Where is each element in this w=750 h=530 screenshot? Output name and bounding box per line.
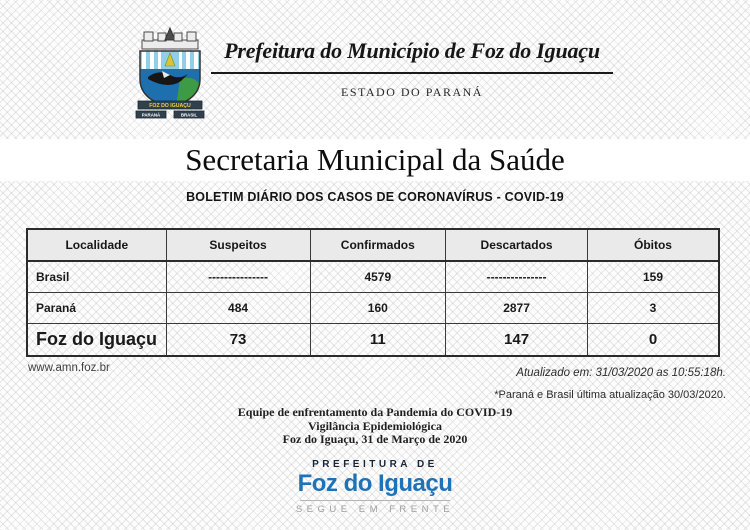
cell-localidade: Brasil bbox=[27, 261, 166, 292]
updated-timestamp: Atualizado em: 31/03/2020 as 10:55:18h. bbox=[516, 367, 726, 379]
table-row-brasil bbox=[27, 261, 719, 292]
col-header-confirmados: Confirmados bbox=[310, 229, 446, 261]
logo-tagline: SEGUE EM FRENTE bbox=[295, 504, 455, 516]
cell-descartados: 147 bbox=[446, 323, 588, 356]
cell-obitos: 3 bbox=[587, 292, 719, 323]
update-note: *Paraná e Brasil última atualização 30/03/2020. bbox=[494, 389, 726, 401]
secretariat-band bbox=[0, 139, 750, 181]
header-divider bbox=[211, 72, 613, 74]
team-signature bbox=[0, 406, 750, 447]
state-subtitle: ESTADO DO PARANÁ bbox=[341, 85, 483, 99]
city-hall-logo bbox=[0, 459, 750, 515]
cell-confirmados: 4579 bbox=[310, 261, 446, 292]
table-header-row bbox=[27, 229, 719, 261]
cell-obitos: 159 bbox=[587, 261, 719, 292]
cell-descartados: --------------- bbox=[446, 261, 588, 292]
cell-localidade: Paraná bbox=[27, 292, 166, 323]
col-header-localidade: Localidade bbox=[27, 229, 166, 261]
crest-banners bbox=[136, 101, 204, 118]
crest-banner-brasil: BRASIL bbox=[180, 112, 198, 118]
mural-crown-icon bbox=[142, 28, 198, 49]
bulletin-title: BOLETIM DIÁRIO DOS CASOS DE CORONAVÍRUS - COVID-19 bbox=[186, 190, 564, 204]
logo-prefeitura-de: PREFEITURA DE bbox=[312, 459, 438, 470]
crest-banner-main: FOZ DO IGUAÇU bbox=[149, 103, 191, 109]
cell-suspeitos: --------------- bbox=[166, 261, 310, 292]
cell-obitos: 0 bbox=[587, 323, 719, 356]
header bbox=[211, 38, 613, 100]
logo-foz-do-iguacu: Foz do Iguaçu bbox=[297, 470, 453, 497]
municipality-title: Prefeitura do Município de Foz do Iguaçu bbox=[224, 38, 600, 63]
table-row-parana bbox=[27, 292, 719, 323]
cell-confirmados: 160 bbox=[310, 292, 446, 323]
col-header-obitos: Óbitos bbox=[587, 229, 719, 261]
col-header-descartados: Descartados bbox=[446, 229, 588, 261]
cell-confirmados: 11 bbox=[310, 323, 446, 356]
cell-suspeitos: 73 bbox=[166, 323, 310, 356]
secretariat-title: Secretaria Municipal da Saúde bbox=[185, 142, 565, 177]
team-line-2: Vigilância Epidemiológica bbox=[308, 418, 442, 433]
logo-divider bbox=[300, 500, 450, 501]
crest-banner-parana: PARANÁ bbox=[141, 112, 161, 118]
team-line-1: Equipe de enfrentamento da Pandemia do COVID-19 bbox=[237, 405, 513, 419]
covid-cases-table bbox=[26, 228, 720, 357]
table-row-foz-do-iguacu bbox=[27, 323, 719, 356]
coat-of-arms bbox=[128, 27, 212, 120]
team-line-3: Foz do Iguaçu, 31 de Março de 2020 bbox=[282, 432, 468, 446]
cell-localidade: Foz do Iguaçu bbox=[27, 323, 166, 356]
cell-suspeitos: 484 bbox=[166, 292, 310, 323]
website-url: www.amn.foz.br bbox=[28, 362, 110, 374]
cell-descartados: 2877 bbox=[446, 292, 588, 323]
col-header-suspeitos: Suspeitos bbox=[166, 229, 310, 261]
